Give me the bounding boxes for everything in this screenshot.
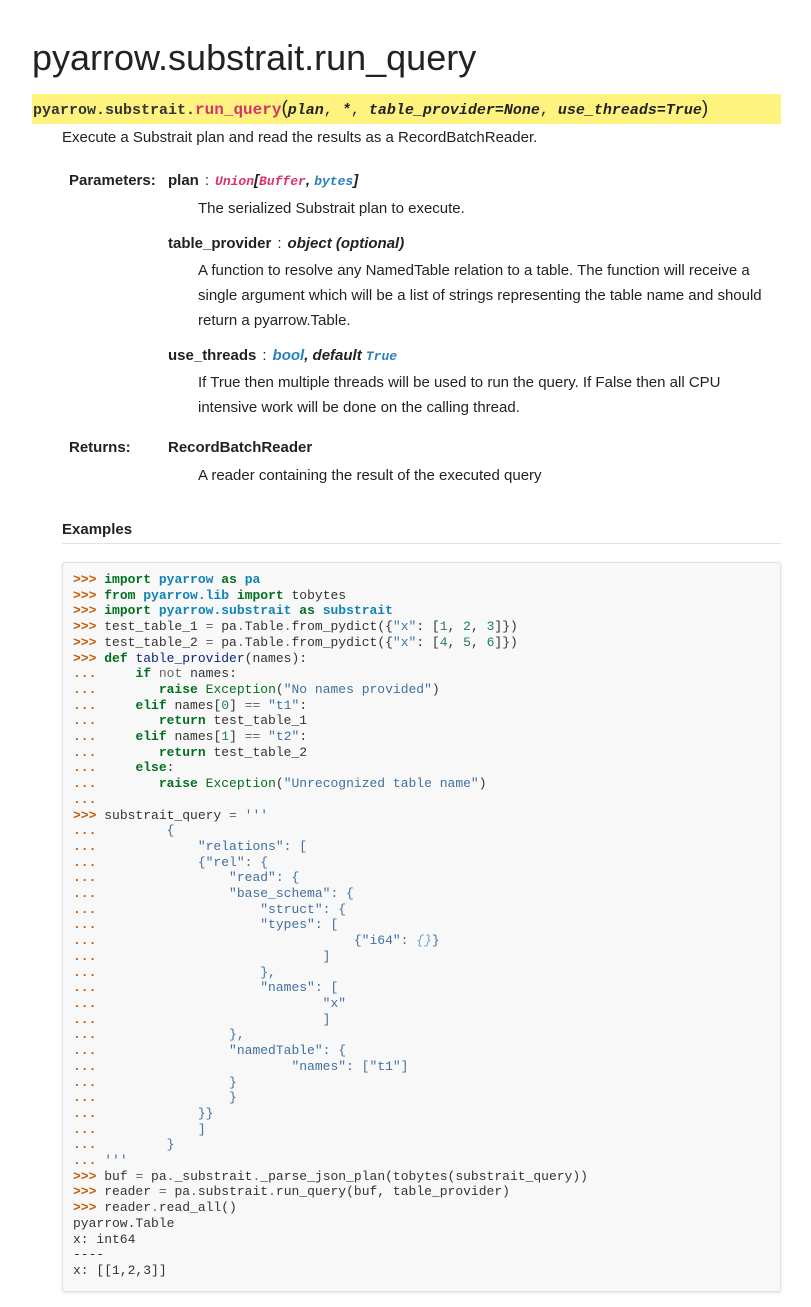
code-prompt: ... bbox=[73, 995, 105, 1011]
code-token: import bbox=[104, 603, 152, 619]
code-token bbox=[237, 808, 245, 823]
param-use-threads-title bbox=[168, 346, 397, 367]
signature-param-use-threads: use_threads=True bbox=[557, 102, 702, 119]
code-token: ] bbox=[104, 1121, 206, 1137]
code-token: elif bbox=[135, 697, 167, 713]
code-token: , bbox=[447, 619, 464, 635]
code-token: substrait bbox=[322, 603, 393, 619]
code-token bbox=[104, 666, 135, 681]
code-token: (names): bbox=[244, 650, 308, 666]
code-line bbox=[73, 1232, 135, 1247]
code-token: test_table_1 bbox=[205, 713, 308, 729]
code-line bbox=[73, 713, 307, 728]
code-line bbox=[73, 933, 440, 948]
code-prompt: ... bbox=[73, 760, 105, 776]
code-line bbox=[73, 1247, 104, 1262]
code-token: "x" bbox=[392, 619, 417, 635]
code-prompt: ... bbox=[73, 870, 105, 886]
code-token: }, bbox=[104, 1027, 245, 1043]
code-line bbox=[73, 698, 307, 713]
code-line bbox=[73, 1122, 206, 1137]
code-token: , bbox=[470, 619, 487, 635]
code-token: : bbox=[299, 729, 308, 745]
code-line bbox=[73, 666, 237, 681]
code-token: Table bbox=[244, 634, 284, 650]
code-token: read_all() bbox=[158, 1200, 237, 1216]
code-line bbox=[73, 996, 346, 1011]
code-token: = bbox=[135, 1168, 144, 1184]
code-token: "read": { bbox=[104, 870, 300, 886]
code-line bbox=[73, 839, 307, 854]
param-plan-title bbox=[168, 171, 358, 192]
code-token: 3 bbox=[486, 619, 495, 635]
param-name: table_provider bbox=[168, 235, 272, 252]
code-token: pa bbox=[143, 1168, 167, 1184]
code-prompt: >>> bbox=[73, 587, 105, 603]
code-token bbox=[104, 713, 159, 728]
returns-label: Returns: bbox=[69, 439, 131, 456]
code-token bbox=[260, 729, 268, 744]
param-type-bytes-link[interactable]: bytes bbox=[314, 174, 354, 189]
code-line bbox=[73, 1169, 588, 1184]
code-token: }, bbox=[104, 964, 276, 980]
code-token: pa bbox=[213, 619, 237, 635]
signature-param-plan: plan bbox=[287, 102, 324, 119]
code-prompt: ... bbox=[73, 1153, 105, 1169]
signature-close-paren: ) bbox=[701, 98, 709, 119]
param-name: use_threads bbox=[168, 347, 257, 364]
param-plan-description: The serialized Substrait plan to execute. bbox=[198, 200, 465, 217]
code-token: . bbox=[283, 634, 292, 650]
code-prompt: ... bbox=[73, 1058, 105, 1074]
code-token: pyarrow.substrait bbox=[158, 603, 292, 619]
code-token: = bbox=[205, 619, 214, 635]
code-line bbox=[73, 949, 330, 964]
code-prompt: ... bbox=[73, 713, 105, 729]
code-token: 1 bbox=[439, 619, 448, 635]
signature-param-table-provider: table_provider=None bbox=[368, 102, 540, 119]
code-token: "x" bbox=[392, 634, 417, 650]
code-token: else bbox=[135, 760, 167, 776]
code-token: "Unrecognized table name" bbox=[283, 776, 479, 792]
code-token: substrait_query bbox=[104, 807, 230, 823]
code-token: { bbox=[104, 823, 175, 839]
code-token: ) bbox=[478, 776, 487, 792]
code-token: "relations": [ bbox=[104, 838, 308, 854]
code-prompt: ... bbox=[73, 838, 105, 854]
code-prompt: >>> bbox=[73, 619, 105, 635]
code-token: 4 bbox=[439, 634, 448, 650]
code-token bbox=[260, 698, 268, 713]
code-line bbox=[73, 682, 440, 697]
code-token: pyarrow bbox=[158, 572, 214, 587]
code-token: from_pydict({ bbox=[291, 619, 393, 635]
code-token: "No names provided" bbox=[283, 681, 432, 697]
param-type-buffer-link[interactable]: Buffer bbox=[259, 174, 306, 189]
code-prompt: ... bbox=[73, 681, 105, 697]
code-prompt: ... bbox=[73, 791, 97, 807]
code-token: elif bbox=[135, 729, 167, 745]
param-type: object (optional) bbox=[287, 235, 405, 252]
param-type-union-link[interactable]: Union bbox=[215, 174, 255, 189]
param-colon: : bbox=[204, 172, 210, 189]
code-token: from_pydict({ bbox=[291, 634, 393, 650]
code-token: pyarrow.lib bbox=[143, 587, 230, 603]
code-prompt: ... bbox=[73, 886, 105, 902]
code-line bbox=[73, 917, 338, 932]
code-prompt: ... bbox=[73, 917, 105, 933]
param-colon: : bbox=[262, 347, 267, 364]
code-line bbox=[73, 1137, 174, 1152]
code-token: return bbox=[158, 744, 206, 760]
code-token: "t2" bbox=[268, 729, 300, 745]
code-line bbox=[73, 902, 346, 917]
code-token: "struct": { bbox=[104, 901, 347, 917]
code-line bbox=[73, 1043, 346, 1058]
code-prompt: ... bbox=[73, 1137, 105, 1153]
code-token bbox=[237, 572, 245, 587]
code-line bbox=[73, 776, 487, 791]
code-token: . bbox=[283, 619, 292, 635]
code-token: ''' bbox=[244, 807, 269, 823]
param-type-bracket: [ bbox=[254, 172, 260, 189]
code-example-block[interactable] bbox=[62, 562, 781, 1292]
code-token: import bbox=[104, 572, 152, 587]
code-prompt: >>> bbox=[73, 1184, 105, 1200]
code-token: raise bbox=[158, 681, 198, 697]
code-token: "names": ["t1"] bbox=[104, 1058, 409, 1074]
code-token: "types": [ bbox=[104, 917, 339, 933]
signature-module-prefix: pyarrow.substrait. bbox=[33, 102, 196, 119]
code-token: = bbox=[229, 807, 237, 823]
code-line bbox=[73, 1012, 330, 1027]
code-line bbox=[73, 1075, 237, 1090]
code-line bbox=[73, 823, 174, 838]
code-token: not bbox=[158, 666, 183, 682]
code-line bbox=[73, 572, 260, 587]
code-token: ]}) bbox=[494, 634, 518, 650]
code-line bbox=[73, 603, 393, 618]
code-token: tobytes bbox=[283, 587, 347, 603]
code-token: : bbox=[299, 697, 308, 713]
code-token: pa bbox=[244, 572, 261, 587]
code-token: table_provider bbox=[135, 650, 245, 666]
code-token: : bbox=[166, 760, 175, 776]
code-token: ] bbox=[104, 1011, 331, 1027]
code-prompt: >>> bbox=[73, 1168, 105, 1184]
code-token: import bbox=[236, 587, 284, 603]
code-token bbox=[151, 666, 159, 681]
code-token: 6 bbox=[486, 634, 495, 650]
code-token: == bbox=[244, 729, 261, 745]
code-line bbox=[73, 1263, 167, 1278]
code-token: "base_schema": { bbox=[104, 886, 354, 902]
signature-function-name: run_query bbox=[195, 101, 282, 119]
code-prompt: ... bbox=[73, 1121, 105, 1137]
code-token: } bbox=[104, 1137, 175, 1153]
code-token: "x" bbox=[104, 995, 347, 1011]
code-token bbox=[229, 588, 237, 603]
code-line bbox=[73, 1027, 245, 1042]
param-type-default-text: , default bbox=[304, 347, 366, 364]
code-prompt: >>> bbox=[73, 572, 105, 587]
code-token bbox=[104, 729, 135, 744]
code-token: run_query(buf, table_provider) bbox=[275, 1184, 510, 1200]
signature-open-paren: ( bbox=[281, 98, 288, 119]
code-token: = bbox=[205, 634, 214, 650]
code-token: ---- bbox=[73, 1247, 105, 1263]
param-type-bool-link[interactable]: bool bbox=[272, 347, 305, 364]
code-token: . bbox=[236, 634, 245, 650]
code-token: x: int64 bbox=[73, 1231, 136, 1247]
signature-separator: , bbox=[350, 102, 369, 119]
code-token: ( bbox=[275, 776, 284, 792]
code-prompt: ... bbox=[73, 980, 105, 996]
returns-type-name: RecordBatchReader bbox=[168, 439, 313, 456]
code-prompt: ... bbox=[73, 854, 105, 870]
code-token: raise bbox=[158, 776, 198, 792]
code-prompt: ... bbox=[73, 964, 105, 980]
code-token: test_table_2 bbox=[104, 634, 206, 650]
code-token: ] bbox=[229, 697, 245, 713]
code-line bbox=[73, 1106, 213, 1121]
code-line bbox=[73, 1216, 174, 1231]
param-type-bracket: ] bbox=[353, 172, 359, 189]
code-prompt: ... bbox=[73, 1011, 105, 1027]
code-token: names[ bbox=[166, 729, 222, 745]
code-token: if bbox=[135, 666, 152, 682]
code-line bbox=[73, 1200, 237, 1215]
param-default-true-link[interactable]: True bbox=[365, 349, 398, 364]
code-token: {} bbox=[416, 933, 432, 949]
code-token: {"i64": bbox=[104, 933, 417, 949]
page-title: pyarrow.substrait.run_query bbox=[32, 37, 477, 78]
code-token: . bbox=[151, 1200, 159, 1216]
code-token: Exception bbox=[205, 776, 276, 792]
code-prompt: ... bbox=[73, 823, 105, 839]
signature-separator: , bbox=[539, 102, 558, 119]
code-token: , bbox=[470, 634, 487, 650]
code-token: test_table_1 bbox=[104, 619, 206, 635]
code-prompt: ... bbox=[73, 1043, 105, 1059]
code-token: "namedTable": { bbox=[104, 1043, 347, 1059]
code-token: } bbox=[431, 933, 440, 949]
param-table-provider-description: A function to resolve any NamedTable relation to a table. The function will receive a single argument which will be a list of strings representing the table name and should return a pyarrow.Table. bbox=[198, 262, 762, 329]
code-prompt: ... bbox=[73, 697, 105, 713]
param-colon: : bbox=[277, 235, 282, 252]
code-prompt: ... bbox=[73, 948, 105, 964]
code-token: Table bbox=[244, 619, 284, 635]
code-token: ] bbox=[104, 948, 331, 964]
code-prompt: ... bbox=[73, 1027, 105, 1043]
param-type-separator: , bbox=[305, 172, 315, 189]
code-token: from bbox=[104, 587, 136, 603]
function-signature bbox=[32, 94, 781, 124]
code-line bbox=[73, 760, 174, 775]
code-token: ]}) bbox=[494, 619, 518, 635]
code-token: . bbox=[236, 619, 245, 635]
parameters-label: Parameters: bbox=[69, 172, 156, 189]
code-prompt: >>> bbox=[73, 1200, 105, 1216]
code-token: , bbox=[447, 634, 464, 650]
code-example-text bbox=[63, 563, 780, 1288]
code-token: _parse_json_plan(tobytes(substrait_query)) bbox=[260, 1168, 588, 1184]
code-line bbox=[73, 855, 268, 870]
code-prompt: ... bbox=[73, 1074, 105, 1090]
returns-description: A reader containing the result of the executed query bbox=[198, 467, 542, 484]
code-prompt: ... bbox=[73, 666, 105, 682]
code-token bbox=[104, 745, 159, 760]
code-token bbox=[151, 572, 159, 587]
code-line bbox=[73, 886, 354, 901]
returns-type bbox=[168, 438, 312, 458]
code-line bbox=[73, 980, 338, 995]
code-token bbox=[198, 682, 206, 697]
code-prompt: >>> bbox=[73, 634, 105, 650]
code-token: ''' bbox=[104, 1153, 128, 1169]
code-line bbox=[73, 729, 307, 744]
code-token: {"rel": { bbox=[104, 854, 269, 870]
code-token: pyarrow.Table bbox=[73, 1215, 175, 1231]
code-token bbox=[151, 603, 159, 618]
code-line bbox=[73, 635, 518, 650]
code-prompt: ... bbox=[73, 933, 105, 949]
code-token: 1 bbox=[221, 729, 230, 745]
code-line bbox=[73, 808, 268, 823]
code-prompt: ... bbox=[73, 901, 105, 917]
code-token: reader bbox=[104, 1200, 152, 1216]
function-description: Execute a Substrait plan and read the results as a RecordBatchReader. bbox=[62, 129, 538, 146]
code-token: def bbox=[104, 650, 128, 666]
code-token: . bbox=[252, 1168, 261, 1184]
code-token: substrait bbox=[197, 1184, 269, 1200]
code-line bbox=[73, 651, 307, 666]
code-line bbox=[73, 1090, 237, 1105]
code-token: _substrait bbox=[174, 1168, 253, 1184]
code-prompt: ... bbox=[73, 1105, 105, 1121]
code-token bbox=[104, 682, 159, 697]
code-token: . bbox=[268, 1184, 276, 1200]
code-token: = bbox=[158, 1184, 167, 1200]
code-token: ( bbox=[275, 681, 284, 697]
param-name: plan bbox=[168, 172, 199, 189]
code-token: reader bbox=[104, 1184, 159, 1200]
code-token: : [ bbox=[416, 634, 440, 650]
code-token bbox=[104, 760, 135, 775]
code-token: : [ bbox=[416, 619, 440, 635]
code-line bbox=[73, 870, 299, 885]
code-token: } bbox=[104, 1074, 237, 1090]
code-token: buf bbox=[104, 1168, 136, 1184]
code-prompt: ... bbox=[73, 729, 105, 745]
param-table-provider-title bbox=[168, 234, 404, 254]
code-token: == bbox=[244, 697, 261, 713]
code-line bbox=[73, 965, 276, 980]
code-token bbox=[198, 776, 206, 791]
code-token: . bbox=[190, 1184, 198, 1200]
code-token: names[ bbox=[166, 697, 222, 713]
code-token: "t1" bbox=[268, 697, 300, 713]
code-token: } bbox=[104, 1090, 237, 1106]
code-token: as bbox=[299, 603, 315, 619]
code-prompt: ... bbox=[73, 744, 105, 760]
signature-separator: , bbox=[323, 102, 342, 119]
code-line bbox=[73, 1059, 408, 1074]
code-token: test_table_2 bbox=[205, 744, 308, 760]
code-token bbox=[104, 776, 159, 791]
param-use-threads-description: If True then multiple threads will be used to run the query. If False then all CPU intensive work will be done on the calling thread. bbox=[198, 374, 721, 416]
code-token: "names": [ bbox=[104, 980, 339, 996]
signature-star: * bbox=[341, 102, 351, 119]
code-token: 5 bbox=[463, 634, 471, 650]
code-token: . bbox=[166, 1168, 175, 1184]
code-token: 2 bbox=[463, 619, 471, 635]
code-prompt: ... bbox=[73, 776, 105, 792]
code-line bbox=[73, 1153, 128, 1168]
code-token: return bbox=[158, 713, 206, 729]
code-line bbox=[73, 745, 307, 760]
code-token bbox=[315, 603, 323, 618]
code-token: names: bbox=[182, 666, 237, 682]
examples-heading: Examples bbox=[62, 520, 781, 544]
code-token bbox=[104, 698, 135, 713]
code-line bbox=[73, 1184, 510, 1199]
code-token: x: [[1,2,3]] bbox=[73, 1262, 167, 1278]
code-prompt: >>> bbox=[73, 603, 105, 619]
code-token: pa bbox=[166, 1184, 191, 1200]
code-line bbox=[73, 619, 518, 634]
code-token: 0 bbox=[221, 697, 230, 713]
code-token: }} bbox=[104, 1105, 214, 1121]
code-token: pa bbox=[213, 634, 237, 650]
code-prompt: ... bbox=[73, 1090, 105, 1106]
code-token: as bbox=[221, 572, 237, 587]
code-line bbox=[73, 588, 346, 603]
code-prompt: >>> bbox=[73, 650, 105, 666]
code-prompt: >>> bbox=[73, 807, 105, 823]
code-token: ) bbox=[431, 681, 440, 697]
code-line bbox=[73, 792, 96, 807]
code-token: ] bbox=[229, 729, 245, 745]
code-token: Exception bbox=[205, 681, 276, 697]
